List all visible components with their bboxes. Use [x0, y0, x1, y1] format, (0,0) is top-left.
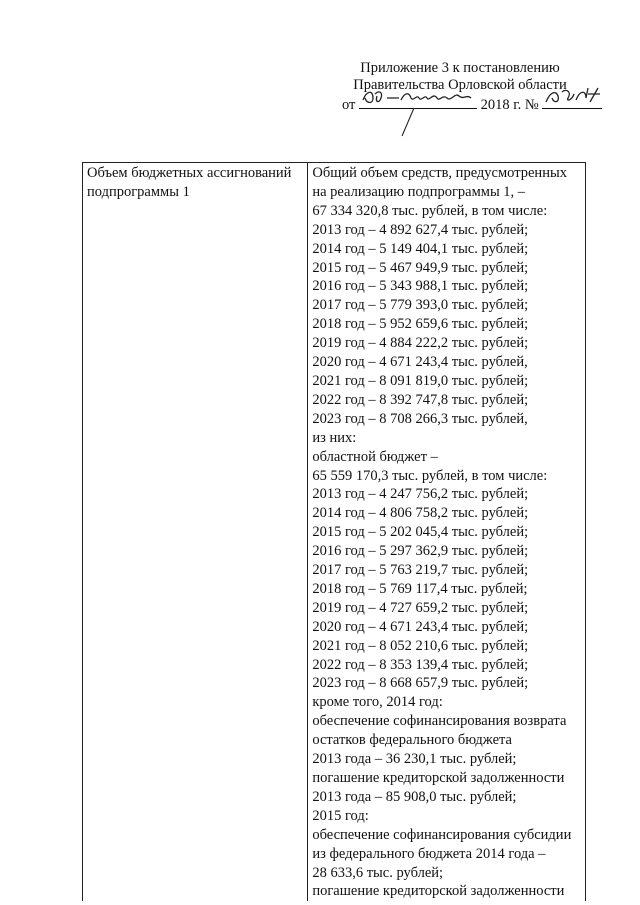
value-line: 2023 год – 8 708 266,3 тыс. рублей, [312, 410, 528, 427]
handwritten-number-field [542, 94, 602, 109]
value-line: 2017 год – 5 763 219,7 тыс. рублей; [312, 562, 529, 579]
value-line: 2021 год – 8 052 210,6 тыс. рублей; [312, 637, 529, 654]
value-line: 2016 год – 5 297 362,9 тыс. рублей; [312, 543, 529, 560]
value-line: обеспечение софинансирования субсидии [312, 826, 572, 843]
value-line: 2015 год – 5 202 045,4 тыс. рублей; [312, 524, 529, 541]
value-line: 2016 год – 5 343 988,1 тыс. рублей; [312, 278, 529, 295]
value-line: обеспечение софинансирования возврата [312, 713, 567, 730]
value-line: Общий объем средств, предусмотренных [312, 165, 567, 181]
appendix-issuer: Правительства Орловской области [353, 77, 567, 93]
value-line: 2015 год: [312, 807, 369, 824]
value-line: 2013 год – 4 247 756,2 тыс. рублей; [312, 486, 529, 503]
parameter-name-line: подпрограммы 1 [87, 183, 190, 200]
value-line: 2018 год – 5 952 659,6 тыс. рублей; [312, 316, 529, 333]
value-line: 2015 год – 5 467 949,9 тыс. рублей; [312, 259, 529, 276]
budget-allocation-table [82, 162, 586, 901]
value-line: из них: [312, 429, 357, 446]
value-line: 2022 год – 8 392 747,8 тыс. рублей; [312, 391, 529, 408]
value-line: 2013 года – 36 230,1 тыс. рублей; [312, 751, 517, 768]
value-line: 2022 год – 8 353 139,4 тыс. рублей; [312, 656, 529, 673]
value-line: 2017 год – 5 779 393,0 тыс. рублей; [312, 297, 529, 314]
pen-stroke-mark [398, 106, 418, 138]
value-line: остатков федерального бюджета [312, 732, 512, 749]
value-line: 67 334 320,8 тыс. рублей, в том числе: [312, 202, 548, 219]
value-line: 2021 год – 8 091 819,0 тыс. рублей; [312, 372, 529, 389]
value-line: 2018 год – 5 769 117,4 тыс. рублей; [312, 580, 528, 597]
value-line: погашение кредиторской задолженности [312, 770, 565, 786]
value-line: 2014 год – 5 149 404,1 тыс. рублей; [312, 240, 529, 257]
value-line: 2019 год – 4 884 222,2 тыс. рублей; [312, 335, 529, 352]
appendix-date-line [330, 94, 590, 114]
parameter-name-line: Объем бюджетных ассигнований [87, 165, 292, 181]
value-line: 2013 год – 4 892 627,4 тыс. рублей; [312, 221, 529, 238]
value-line: 28 633,6 тыс. рублей; [312, 864, 444, 881]
value-line: 65 559 170,3 тыс. рублей, в том числе: [312, 467, 548, 484]
date-prefix: от [342, 97, 356, 113]
appendix-title: Приложение 3 к постановлению [360, 60, 560, 76]
value-line: 2023 год – 8 668 657,9 тыс. рублей; [312, 675, 529, 692]
year-and-number-label: 2018 г. № [480, 97, 539, 113]
value-line: 2020 год – 4 671 243,4 тыс. рублей; [312, 618, 529, 635]
value-line: кроме того, 2014 год: [312, 694, 443, 711]
value-line: 2020 год – 4 671 243,4 тыс. рублей, [312, 354, 528, 371]
value-line: погашение кредиторской задолженности [312, 883, 565, 900]
parameter-value-cell [308, 163, 586, 902]
table-row [83, 163, 586, 902]
value-line: 2013 года – 85 908,0 тыс. рублей; [312, 788, 517, 805]
value-line: из федерального бюджета 2014 года – [312, 845, 546, 862]
handwritten-date-field [359, 94, 477, 109]
value-line: областной бюджет – [312, 448, 438, 465]
appendix-header [330, 60, 590, 114]
value-line: 2014 год – 4 806 758,2 тыс. рублей; [312, 505, 529, 522]
value-line: на реализацию подпрограммы 1, – [312, 183, 526, 200]
parameter-name-cell [83, 163, 308, 902]
value-line: 2019 год – 4 727 659,2 тыс. рублей; [312, 599, 529, 616]
